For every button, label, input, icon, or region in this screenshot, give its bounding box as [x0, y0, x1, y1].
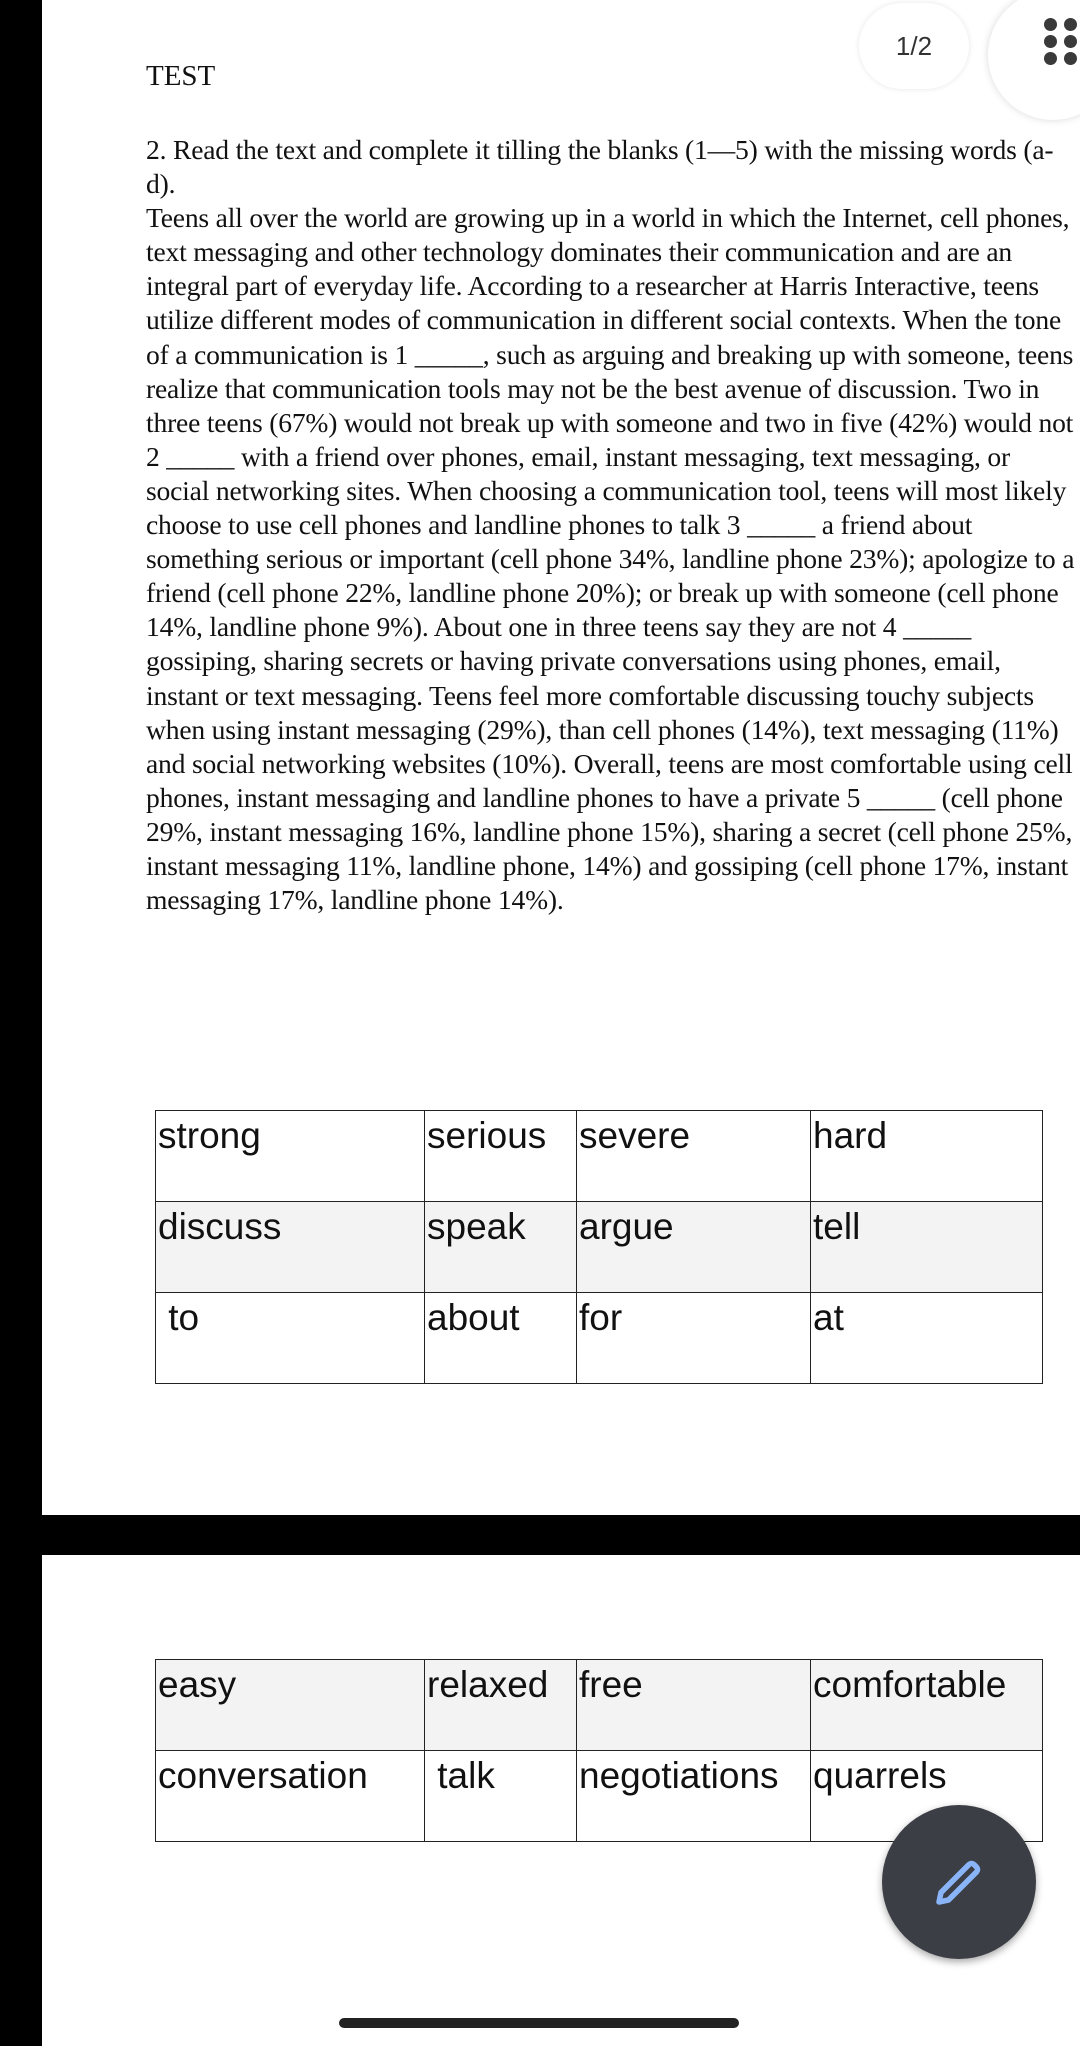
- word-options-table-1: [155, 1110, 1043, 1384]
- table-cell: for: [577, 1293, 811, 1384]
- edit-button[interactable]: [882, 1805, 1036, 1959]
- task-instructions: 2. Read the text and complete it tilling the blanks (1—5) with the missing words (a-d).: [146, 134, 1054, 200]
- table-cell: argue: [577, 1202, 811, 1293]
- table-row: [156, 1111, 1043, 1202]
- table-cell: at: [811, 1293, 1043, 1384]
- table-cell: severe: [577, 1111, 811, 1202]
- table-cell: discuss: [156, 1202, 425, 1293]
- table-cell: comfortable: [811, 1660, 1043, 1751]
- pencil-icon: [929, 1852, 989, 1912]
- table-cell: about: [425, 1293, 577, 1384]
- table-cell: free: [577, 1660, 811, 1751]
- table-cell: strong: [156, 1111, 425, 1202]
- table-row: [156, 1293, 1043, 1384]
- document-body: [146, 133, 1076, 917]
- gesture-home-bar[interactable]: [339, 2018, 739, 2028]
- table-cell: talk: [425, 1751, 577, 1842]
- document-page-1: [42, 0, 1080, 1515]
- table-cell: serious: [425, 1111, 577, 1202]
- table-row: [156, 1660, 1043, 1751]
- document-page-2: [42, 1555, 1080, 2046]
- word-options-table-2: [155, 1659, 1043, 1842]
- table-row: [156, 1202, 1043, 1293]
- table-cell: negotiations: [577, 1751, 811, 1842]
- reading-passage: Teens all over the world are growing up in a world in which the Internet, cell phones, text messaging and other technology dominates their communication and are an integral part of everyday life. According to a researcher at Harris Interactive, teens utilize different modes of communication in different social contexts. When the tone of a communication is 1 _____, such as arguing and breaking up with someone, teens realize that communication tools may not be the best avenue of discussion. Two in three teens (67%) would not break up with someone and two in five (42%) would not 2 _____ with a friend over phones, email, instant messaging, text messaging, or social networking sites. When choosing a communication tool, teens will most likely choose to use cell phones and landline phones to talk 3 _____ a friend about something serious or important (cell phone 34%, landline phone 23%); apologize to a friend (cell phone 22%, landline phone 20%); or break up with someone (cell phone 14%, landline phone 9%). About one in three teens say they are not 4 _____ gossiping, sharing secrets or having private conversations using phones, email, instant or text messaging. Teens feel more comfortable discussing touchy subjects when using instant messaging (29%), than cell phones (14%), text messaging (11%) and social networking websites (10%). Overall, teens are most comfortable using cell phones, instant messaging and landline phones to have a private 5 _____ (cell phone 29%, instant messaging 16%, landline phone 15%), sharing a secret (cell phone 25%, instant messaging 11%, landline phone, 14%) and gossiping (cell phone 17%, instant messaging 17%, landline phone 14%).: [146, 202, 1075, 916]
- table-cell: easy: [156, 1660, 425, 1751]
- table-cell: to: [156, 1293, 425, 1384]
- table-cell: conversation: [156, 1751, 425, 1842]
- table-cell: relaxed: [425, 1660, 577, 1751]
- table-cell: speak: [425, 1202, 577, 1293]
- page-indicator: 1/2: [859, 3, 969, 89]
- document-title: TEST: [146, 60, 216, 92]
- table-cell: quarrels: [811, 1751, 1043, 1842]
- table-cell: hard: [811, 1111, 1043, 1202]
- table-cell: tell: [811, 1202, 1043, 1293]
